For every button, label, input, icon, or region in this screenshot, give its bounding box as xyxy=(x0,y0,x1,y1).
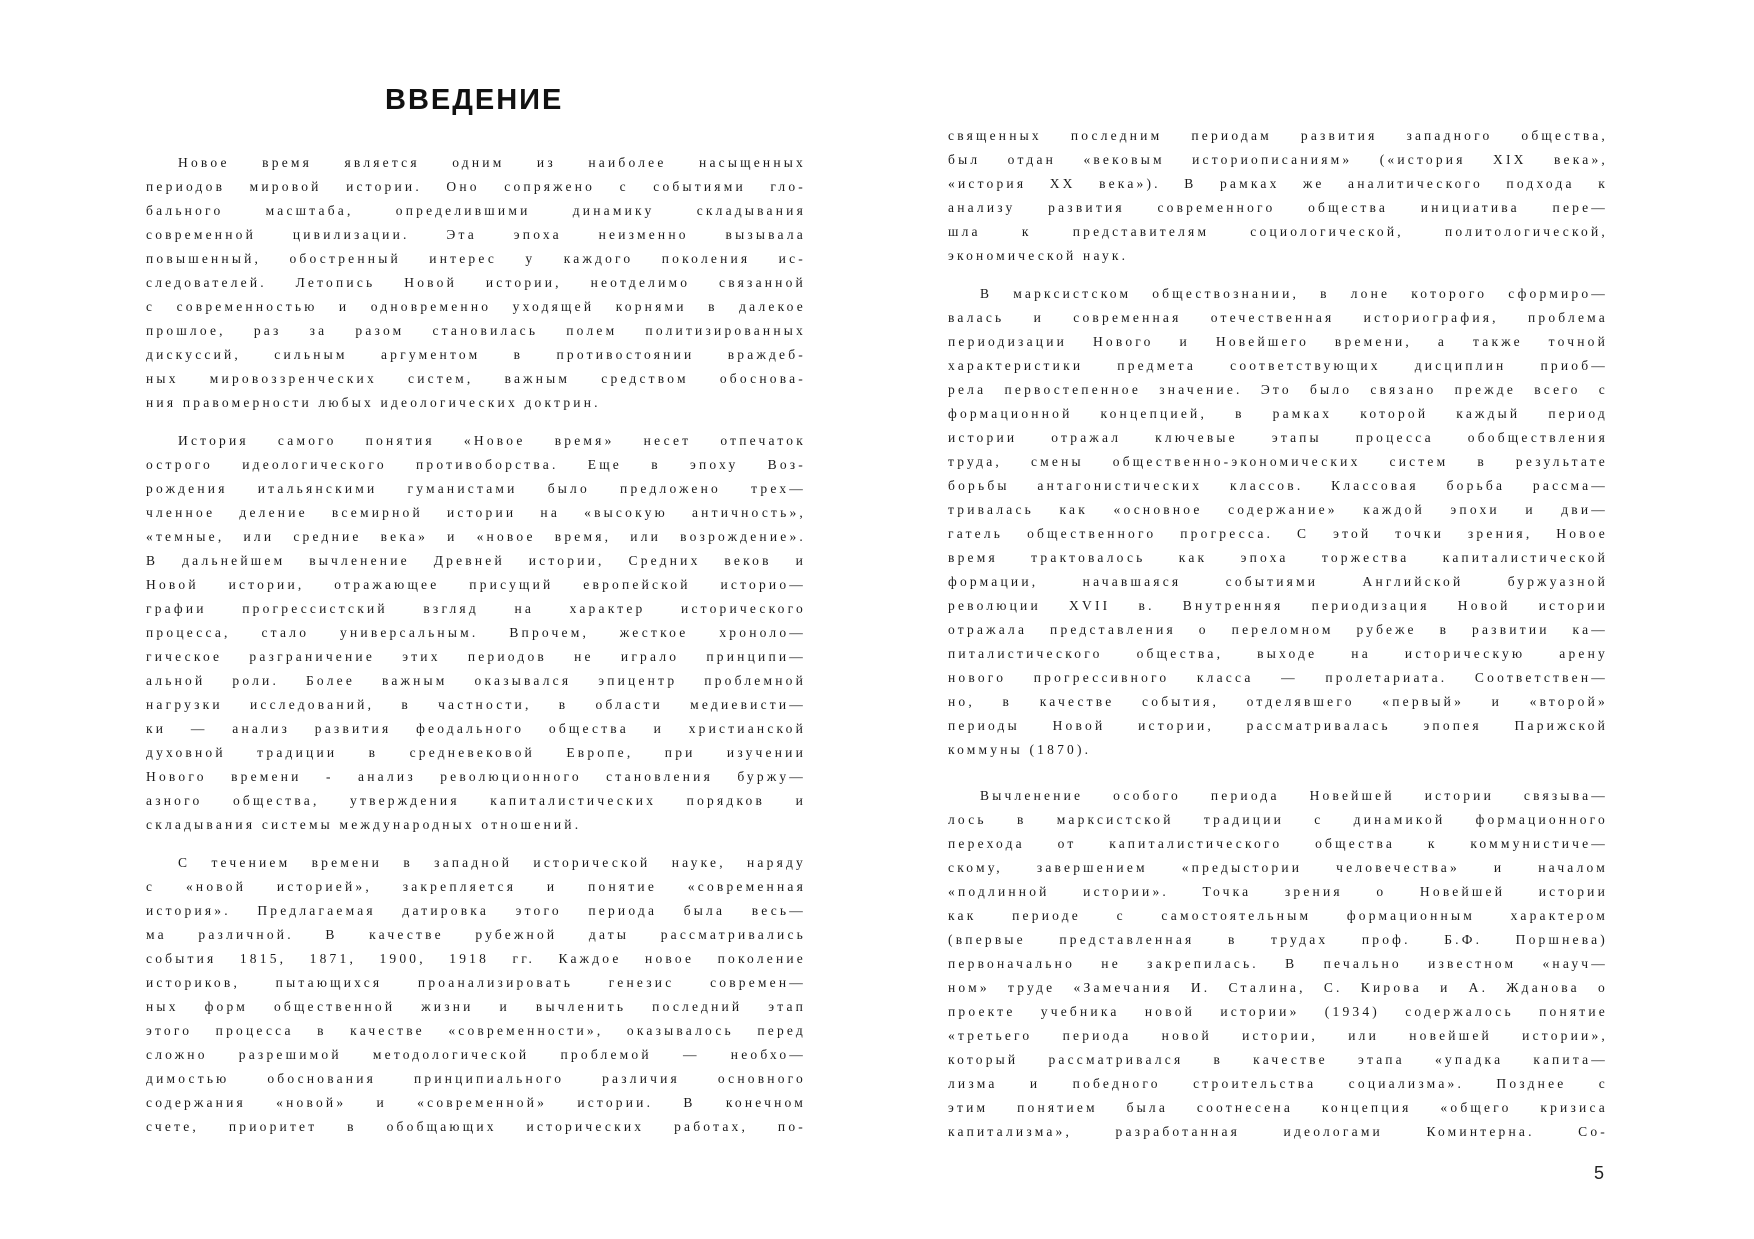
text-line: Нового времени - анализ революционного становления буржу— xyxy=(146,769,806,784)
text-line: ном» труде «Замечания И. Сталина, С. Кирова и А. Жданова о xyxy=(948,980,1608,995)
text-line: ки — анализ развития феодального общества и христианской xyxy=(146,721,806,736)
text-line: но, в качестве события, отделявшего «первый» и «второй» xyxy=(948,694,1608,709)
text-line: питалистического общества, выходе на историческую арену xyxy=(948,646,1608,661)
text-line: гатель общественного прогресса. С этой точки зрения, Новое xyxy=(948,526,1608,541)
text-line: Новой истории, отражающее присущий европейской историо— xyxy=(146,577,806,592)
text-line: гическое разграничение этих периодов не играло принципи— xyxy=(146,649,806,664)
paragraph-3 xyxy=(146,851,806,1139)
text-line: следователей. Летопись Новой истории, неотделимо связанной xyxy=(146,275,806,290)
text-line: коммуны (1870). xyxy=(948,742,1092,757)
text-line: ных мировоззренческих систем, важным средством обоснова- xyxy=(146,371,806,386)
text-line: С течением времени в западной исторической науке, наряду xyxy=(178,855,806,870)
paragraph-4 xyxy=(948,124,1608,268)
text-line: процесса, стало универсальным. Впрочем, жесткое хроноло— xyxy=(146,625,806,640)
text-line: который рассматривался в качестве этапа «упадка капита— xyxy=(948,1052,1608,1067)
text-line: историков, пытающихся проанализировать генезис современ— xyxy=(146,975,806,990)
text-line: события 1815, 1871, 1900, 1918 гг. Каждое новое поколение xyxy=(146,951,806,966)
text-line: В марксистском обществознании, в лоне которого сформиро— xyxy=(980,286,1608,301)
text-line: проекте учебника новой истории» (1934) содержалось понятие xyxy=(948,1004,1608,1019)
paragraph-5 xyxy=(948,282,1608,762)
text-line: «темные, или средние века» и «новое время, или возрождение». xyxy=(146,529,806,544)
text-line: содержания «новой» и «современной» истории. В конечном xyxy=(146,1095,806,1110)
text-line: бального масштаба, определившими динамику складывания xyxy=(146,203,806,218)
text-line: валась и современная отечественная историография, проблема xyxy=(948,310,1608,325)
text-line: революции XVII в. Внутренняя периодизация Новой истории xyxy=(948,598,1608,613)
text-line: счете, приоритет в обобщающих исторических работах, по- xyxy=(146,1119,806,1134)
text-line: прошлое, раз за разом становилась полем политизированных xyxy=(146,323,806,338)
text-line: формационной концепцией, в рамках которой каждый период xyxy=(948,406,1608,421)
text-line: сложно разрешимой методологической проблемой — необхо— xyxy=(146,1047,806,1062)
text-line: графии прогрессистский взгляд на характер исторического xyxy=(146,601,806,616)
text-line: периодов мировой истории. Оно сопряжено с событиями гло- xyxy=(146,179,806,194)
text-line: альной роли. Более важным оказывался эпицентр проблемной xyxy=(146,673,806,688)
text-line: складывания системы международных отношений. xyxy=(146,817,582,832)
text-line: тривалась как «основное содержание» каждой эпохи и дви— xyxy=(948,502,1608,517)
paragraph-6 xyxy=(948,784,1608,1144)
text-line: был отдан «вековым историописаниям» («история XIX века», xyxy=(948,152,1608,167)
text-line: периоды Новой истории, рассматривалась эпопея Парижской xyxy=(948,718,1608,733)
text-line: периодизации Нового и Новейшего времени, а также точной xyxy=(948,334,1608,349)
text-line: с современностью и одновременно уходящей корнями в далекое xyxy=(146,299,806,314)
text-line: труда, смены общественно-экономических систем в результате xyxy=(948,454,1608,469)
text-line: ных форм общественной жизни и вычленить последний этап xyxy=(146,999,806,1014)
text-line: лизма и победного строительства социализма». Позднее с xyxy=(948,1076,1608,1091)
text-line: азного общества, утверждения капиталистических порядков и xyxy=(146,793,806,808)
page-title: ВВЕДЕНИЕ xyxy=(385,84,564,116)
text-line: рождения итальянскими гуманистами было предложено трех— xyxy=(146,481,806,496)
text-line: капитализма», разработанная идеологами Коминтерна. Со- xyxy=(948,1124,1608,1139)
text-line: скому, завершением «предыстории человечества» и началом xyxy=(948,860,1608,875)
text-line: шла к представителям социологической, политологической, xyxy=(948,224,1608,239)
text-line: острого идеологического противоборства. Еще в эпоху Воз- xyxy=(146,457,806,472)
text-line: «подлинной истории». Точка зрения о Новейшей истории xyxy=(948,884,1608,899)
text-line: формации, начавшаяся событиями Английской буржуазной xyxy=(948,574,1608,589)
text-line: первоначально не закрепилась. В печально известном «науч— xyxy=(948,956,1608,971)
text-line: экономической наук. xyxy=(948,248,1129,263)
text-line: дискуссий, сильным аргументом в противостоянии враждеб- xyxy=(146,347,806,362)
text-line: анализу развития современного общества инициатива пере— xyxy=(948,200,1608,215)
text-line: духовной традиции в средневековой Европе, при изучении xyxy=(146,745,806,760)
text-line: «история XX века»). В рамках же аналитического подхода к xyxy=(948,176,1608,191)
text-line: повышенный, обостренный интерес у каждого поколения ис- xyxy=(146,251,806,266)
right-column xyxy=(948,124,1608,1144)
text-line: с «новой историей», закрепляется и понятие «современная xyxy=(146,879,806,894)
text-line: современной цивилизации. Эта эпоха неизменно вызывала xyxy=(146,227,806,242)
text-line: как периоде с самостоятельным формационным характером xyxy=(948,908,1608,923)
left-column xyxy=(146,151,806,1139)
paragraph-1 xyxy=(146,151,806,415)
text-line: лось в марксистской традиции с динамикой формационного xyxy=(948,812,1608,827)
text-line: В дальнейшем вычленение Древней истории, Средних веков и xyxy=(146,553,806,568)
text-line: ма различной. В качестве рубежной даты рассматривались xyxy=(146,927,806,942)
text-line: ния правомерности любых идеологических доктрин. xyxy=(146,395,601,410)
text-line: Новое время является одним из наиболее насыщенных xyxy=(178,155,806,170)
paragraph-2 xyxy=(146,429,806,837)
text-line: нового прогрессивного класса — пролетариата. Соответствен— xyxy=(948,670,1608,685)
text-line: Вычленение особого периода Новейшей истории связыва— xyxy=(980,788,1608,803)
text-line: борьбы антагонистических классов. Классовая борьба рассма— xyxy=(948,478,1608,493)
text-line: перехода от капиталистического общества к коммунистиче— xyxy=(948,836,1608,851)
text-line: этого процесса в качестве «современности», оказывалось перед xyxy=(146,1023,806,1038)
text-line: членное деление всемирной истории на «высокую античность», xyxy=(146,505,806,520)
text-line: (впервые представленная в трудах проф. Б.Ф. Поршнева) xyxy=(948,932,1608,947)
text-line: характеристики предмета соответствующих дисциплин приоб— xyxy=(948,358,1608,373)
text-line: рела первостепенное значение. Это было связано прежде всего с xyxy=(948,382,1608,397)
text-line: истории отражал ключевые этапы процесса обобществления xyxy=(948,430,1608,445)
text-line: этим понятием была соотнесена концепция «общего кризиса xyxy=(948,1100,1608,1115)
text-line: время трактовалось как эпоха торжества капиталистической xyxy=(948,550,1608,565)
text-line: отражала представления о переломном рубеже в развитии ка— xyxy=(948,622,1608,637)
text-line: История самого понятия «Новое время» несет отпечаток xyxy=(178,433,806,448)
page-number: 5 xyxy=(1594,1163,1605,1183)
text-line: нагрузки исследований, в частности, в области медиевисти— xyxy=(146,697,806,712)
text-line: «третьего периода новой истории, или новейшей истории», xyxy=(948,1028,1608,1043)
text-line: димостью обоснования принципиального различия основного xyxy=(146,1071,806,1086)
text-line: история». Предлагаемая датировка этого периода была весь— xyxy=(146,903,806,918)
text-line: священных последним периодам развития западного общества, xyxy=(948,128,1608,143)
